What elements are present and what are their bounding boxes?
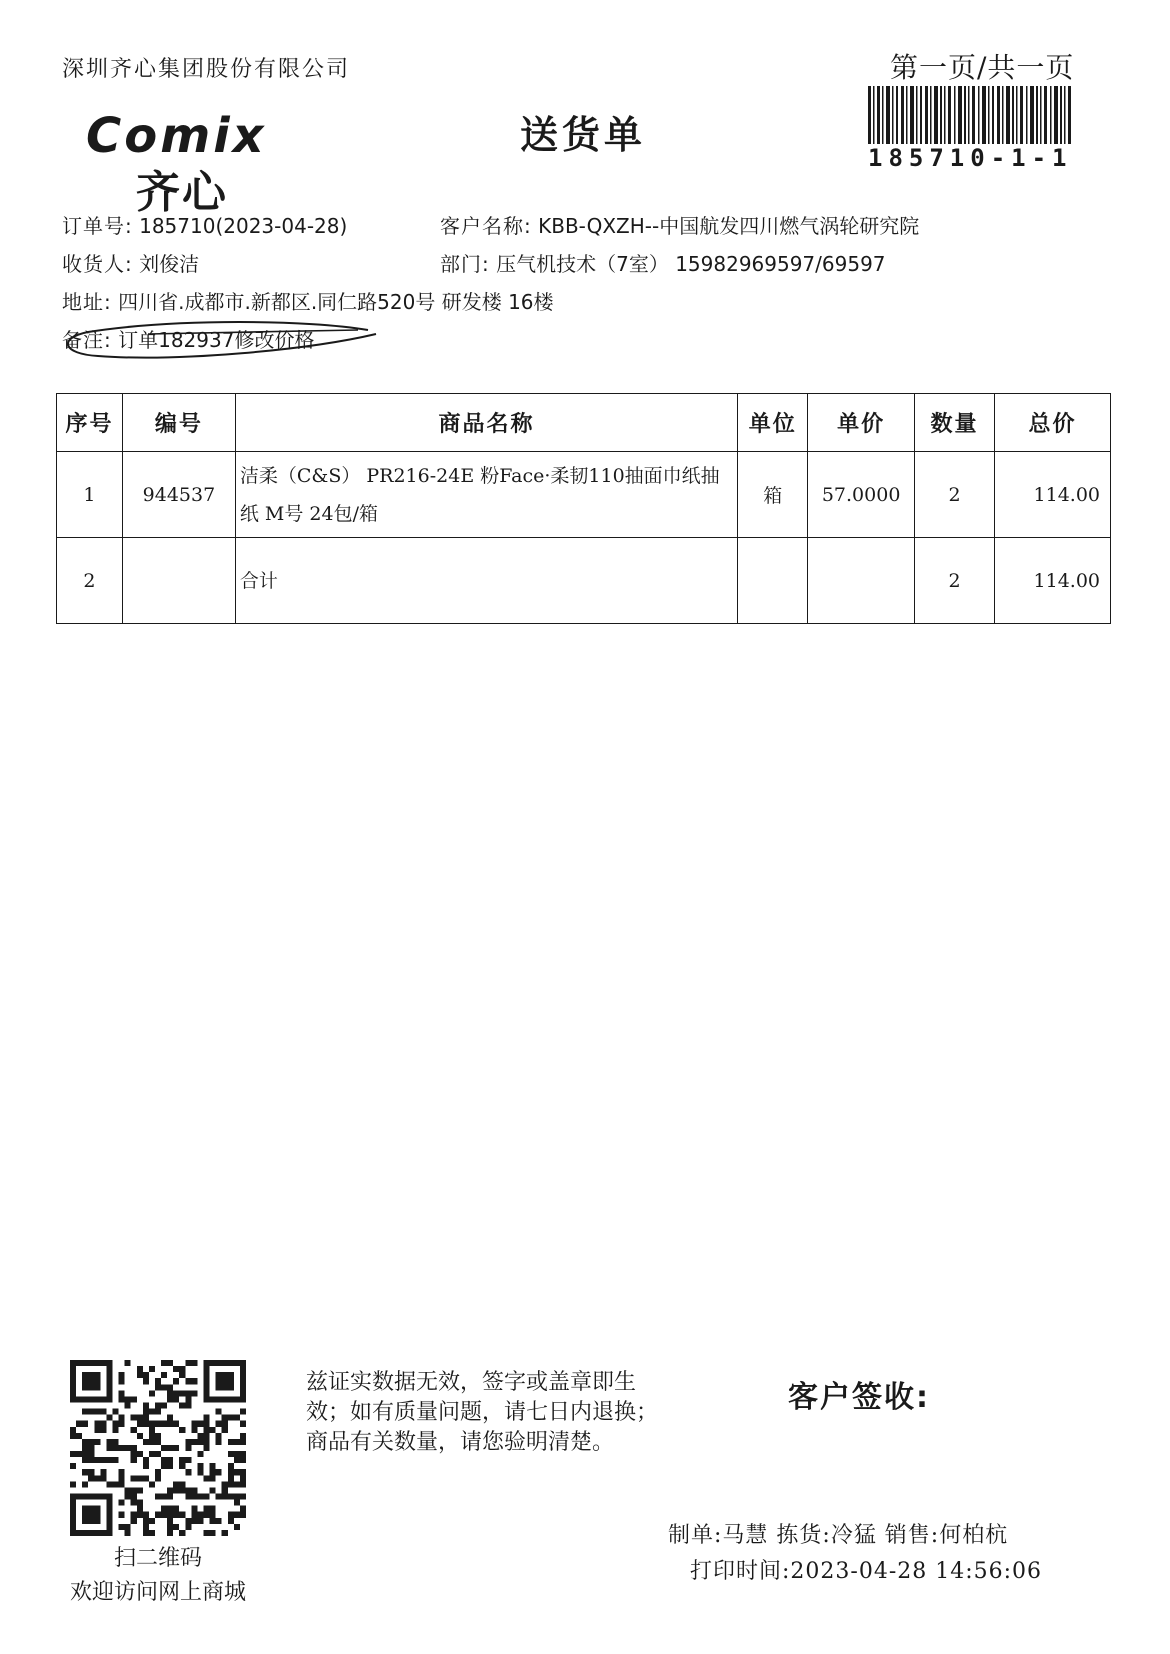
qr-caption-line-2: 欢迎访问网上商城	[69, 1580, 246, 1605]
address-line	[62, 286, 554, 315]
barcode	[868, 86, 1074, 144]
col-seq-header: 序号	[57, 394, 123, 452]
department-label: 部门:	[440, 252, 490, 276]
handwritten-circle-mark	[58, 316, 384, 362]
row-total: 114.00	[995, 452, 1111, 538]
customer-line	[440, 210, 919, 239]
remark-label: 备注:	[62, 328, 112, 352]
logo-cn: 齐心	[136, 167, 228, 218]
row-product-name: 洁柔（C&S） PR216-24E 粉Face·柔韧110抽面巾纸抽纸 M号 24包/箱	[235, 452, 737, 538]
table-header-row	[57, 394, 1111, 452]
order-number-label: 订单号:	[62, 214, 133, 238]
row-code: 944537	[122, 452, 235, 538]
address-label: 地址:	[62, 290, 112, 314]
notice-text	[306, 1368, 706, 1458]
qr-code	[70, 1360, 246, 1536]
department-line	[440, 248, 886, 277]
row-unit	[738, 538, 808, 624]
notice-line-1: 兹证实数据无效，签字或盖章即生	[306, 1370, 637, 1395]
col-price-header: 单价	[808, 394, 915, 452]
comix-logo	[86, 108, 316, 218]
items-table	[56, 393, 1111, 624]
table-row	[57, 452, 1111, 538]
row-code	[122, 538, 235, 624]
order-number-line	[62, 210, 347, 239]
remark-value: 订单182937修改价格	[118, 328, 315, 352]
customer-name: KBB-QXZH--中国航发四川燃气涡轮研究院	[538, 214, 920, 238]
col-code-header: 编号	[122, 394, 235, 452]
page-indicator: 第一页/共一页	[890, 51, 1075, 84]
order-number: 185710(2023-04-28)	[139, 214, 348, 238]
notice-line-2: 效；如有质量问题，请七日内退换；	[306, 1400, 659, 1425]
row-product-name: 合计	[235, 538, 737, 624]
col-total-header: 总价	[995, 394, 1111, 452]
row-seq: 1	[57, 452, 123, 538]
page-title: 送货单	[520, 113, 647, 157]
row-qty: 2	[915, 452, 995, 538]
qr-caption-line-1: 扫二维码	[113, 1546, 202, 1571]
address-value: 四川省.成都市.新都区.同仁路520号 研发楼 16楼	[118, 290, 554, 314]
consignee-label: 收货人:	[62, 252, 133, 276]
department-value: 压气机技术（7室） 15982969597/69597	[496, 252, 886, 276]
row-total: 114.00	[995, 538, 1111, 624]
staff-line: 制单:马慧 拣货:冷猛 销售:何柏杭	[668, 1523, 1009, 1548]
table-row	[57, 538, 1111, 624]
notice-line-3: 商品有关数量，请您验明清楚。	[306, 1430, 615, 1455]
row-price	[808, 538, 915, 624]
row-qty: 2	[915, 538, 995, 624]
qr-caption	[56, 1542, 260, 1610]
col-qty-header: 数量	[915, 394, 995, 452]
barcode-number: 185710-1-1	[868, 144, 1073, 172]
consignee-line	[62, 248, 199, 277]
row-unit: 箱	[738, 452, 808, 538]
company-name: 深圳齐心集团股份有限公司	[62, 57, 351, 82]
customer-sign-label: 客户签收:	[788, 1380, 930, 1415]
logo-brand: Comix	[86, 108, 267, 164]
consignee-name: 刘俊洁	[139, 252, 200, 276]
col-name-header: 商品名称	[235, 394, 737, 452]
col-unit-header: 单位	[738, 394, 808, 452]
row-seq: 2	[57, 538, 123, 624]
row-price: 57.0000	[808, 452, 915, 538]
customer-label: 客户名称:	[440, 214, 532, 238]
print-time: 打印时间:2023-04-28 14:56:06	[690, 1559, 1043, 1584]
